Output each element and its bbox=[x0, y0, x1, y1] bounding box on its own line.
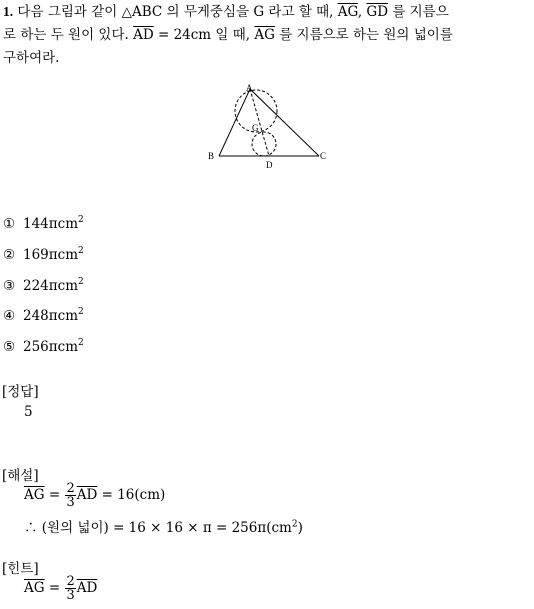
option-exponent: 2 bbox=[78, 215, 84, 225]
option-marker: ④ bbox=[3, 307, 16, 324]
question-line-3 bbox=[3, 47, 59, 69]
question-text-2c: 를 지름으로 하는 원의 넓이를 bbox=[279, 27, 453, 43]
question-line-2 bbox=[3, 24, 453, 46]
option-marker: ② bbox=[3, 246, 16, 263]
segment-gd: $\overline{GD}$ bbox=[366, 4, 389, 20]
hint-heading: [힌트] bbox=[2, 561, 39, 577]
hint-line bbox=[24, 575, 97, 602]
option-5[interactable] bbox=[3, 338, 84, 355]
side-ac bbox=[250, 89, 319, 156]
question-text-1: 다음 그림과 같이 △ABC 의 무게중심을 G 라고 할 때, bbox=[17, 4, 334, 20]
equals-sign: = bbox=[48, 487, 61, 503]
circle-gd bbox=[252, 132, 276, 156]
question-text-2b: = 24cm 일 때, bbox=[157, 27, 251, 43]
option-exponent: 2 bbox=[78, 246, 84, 256]
question-line-1 bbox=[3, 1, 449, 23]
explanation-heading: [해설] bbox=[2, 468, 39, 484]
segment-ag: $\overline{AG}$ bbox=[24, 487, 45, 503]
option-value: 144πcm bbox=[23, 215, 79, 232]
fraction bbox=[65, 575, 75, 602]
option-value: 224πcm bbox=[23, 277, 79, 294]
explanation-result: = 16(cm) bbox=[101, 487, 166, 503]
fraction bbox=[65, 482, 75, 509]
option-4[interactable] bbox=[3, 307, 84, 324]
answer-value: 5 bbox=[24, 404, 33, 420]
segment-ad: $\overline{AD}$ bbox=[76, 580, 98, 596]
segment-ag: $\overline{AG}$ bbox=[337, 4, 358, 20]
option-value: 169πcm bbox=[23, 246, 79, 263]
option-1[interactable] bbox=[3, 215, 84, 232]
option-3[interactable] bbox=[3, 277, 84, 294]
answer-heading: [정답] bbox=[2, 384, 39, 400]
segment-ad: $\overline{AD}$ bbox=[76, 487, 98, 503]
equals-sign: = bbox=[48, 580, 61, 596]
segment-ad: $\overline{AD}$ bbox=[133, 27, 154, 43]
label-g: G bbox=[252, 123, 259, 133]
comma: , bbox=[357, 4, 363, 20]
option-2[interactable] bbox=[3, 246, 84, 263]
segment-ag: $\overline{AG}$ bbox=[24, 580, 45, 596]
fraction-numerator: 2 bbox=[66, 574, 75, 589]
triangle-figure bbox=[205, 80, 335, 175]
label-a: A bbox=[246, 83, 253, 93]
explanation-close: ) bbox=[297, 520, 303, 536]
option-marker: ① bbox=[3, 215, 16, 232]
fraction-denominator: 3 bbox=[66, 495, 75, 510]
option-marker: ③ bbox=[3, 277, 16, 294]
question-text-1b: 를 지름으 bbox=[392, 4, 449, 20]
label-c: C bbox=[320, 151, 327, 161]
label-b: B bbox=[208, 151, 215, 161]
option-value: 248πcm bbox=[23, 307, 79, 324]
option-exponent: 2 bbox=[78, 338, 84, 348]
option-marker: ⑤ bbox=[3, 338, 16, 355]
fraction-denominator: 3 bbox=[66, 588, 75, 603]
explanation-line-2 bbox=[24, 516, 303, 536]
segment-ag-2: $\overline{AG}$ bbox=[254, 27, 275, 43]
question-text-2: 로 하는 두 원이 있다. bbox=[3, 27, 129, 43]
label-d: D bbox=[266, 160, 273, 170]
explanation-exponent: 2 bbox=[291, 519, 298, 530]
fraction-numerator: 2 bbox=[66, 481, 75, 496]
question-number: 1. bbox=[3, 4, 14, 19]
option-exponent: 2 bbox=[78, 307, 84, 317]
option-exponent: 2 bbox=[78, 277, 84, 287]
side-ab bbox=[219, 89, 250, 156]
explanation-line-1 bbox=[24, 482, 165, 509]
option-value: 256πcm bbox=[23, 338, 79, 355]
explanation-text: ∴ (원의 넓이) = 16 × 16 × π = 256π(cm bbox=[24, 520, 292, 536]
question-text-3: 구하여라. bbox=[3, 50, 60, 66]
